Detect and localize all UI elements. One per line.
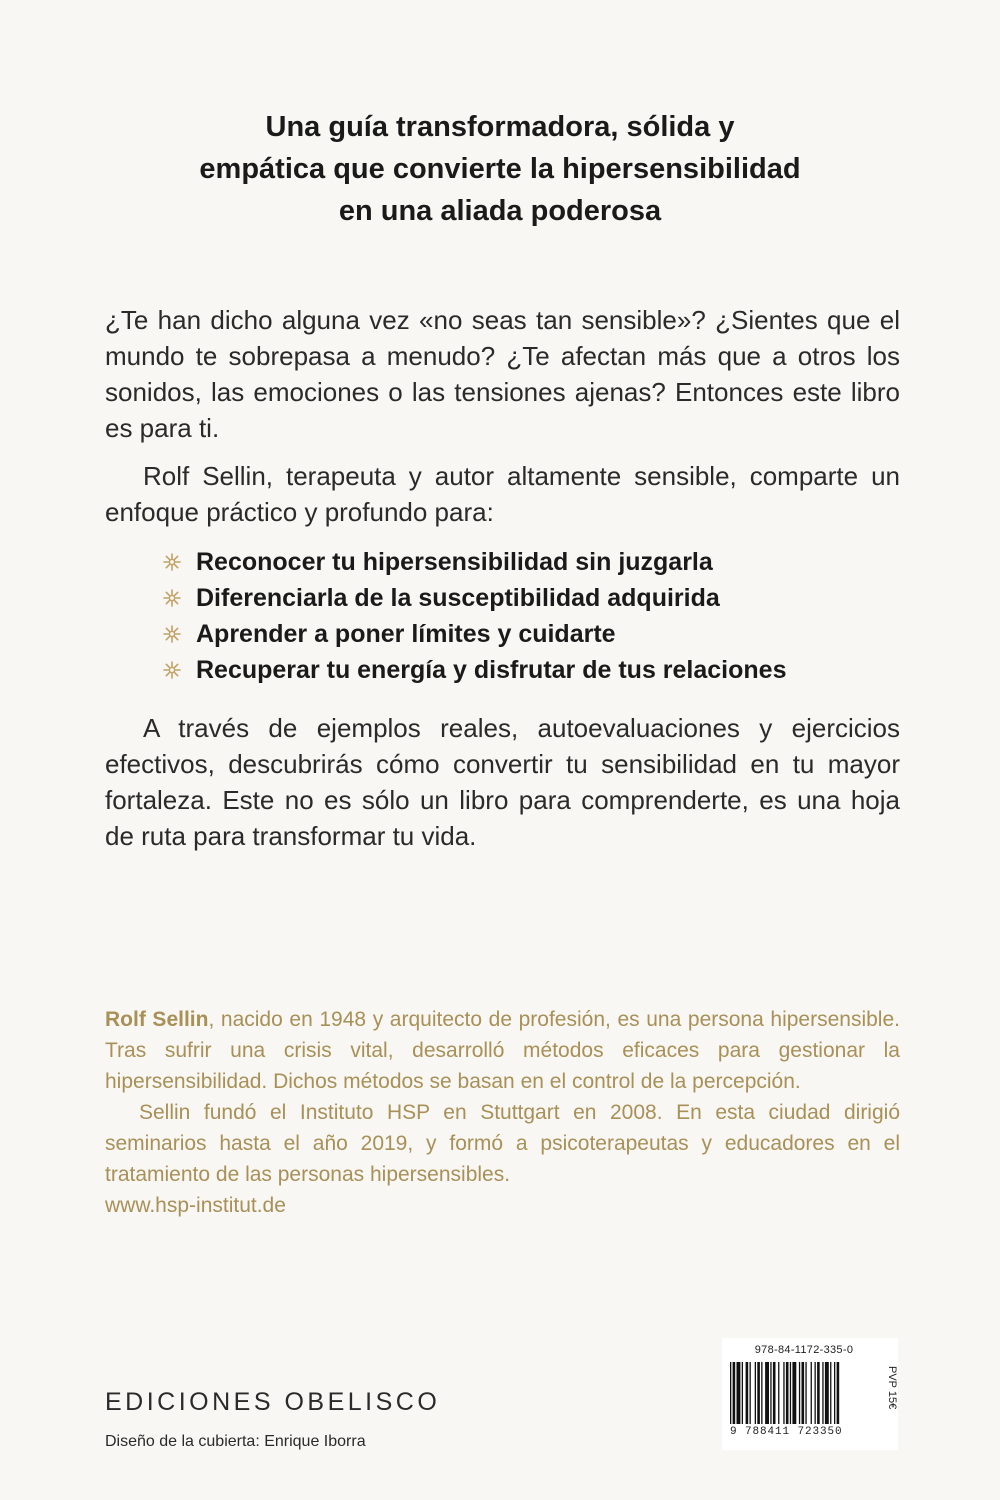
barcode-bar	[817, 1362, 820, 1424]
list-item	[162, 544, 900, 580]
barcode-bar	[799, 1362, 800, 1424]
barcode-bar	[765, 1362, 769, 1424]
barcode-bar	[737, 1362, 741, 1424]
benefit-text: Diferenciarla de la susceptibilidad adquirida	[196, 584, 720, 612]
author-website: www.hsp-institut.de	[105, 1194, 286, 1217]
barcode-bar	[783, 1362, 784, 1424]
isbn-number: 978-84-1172-335-0	[754, 1344, 854, 1356]
barcode-bar	[837, 1362, 840, 1424]
bio-paragraph-1-text: , nacido en 1948 y arquitecto de profesión, es una persona hipersensible. Tras sufrir una crisis vital, desarrolló métodos eficaces para gestionar la hipersensibilidad. Dichos métodos se basan en el control de la percepción.	[105, 1008, 900, 1093]
back-cover-headline	[100, 106, 900, 232]
barcode-bar	[834, 1362, 835, 1424]
barcode-bar	[742, 1362, 743, 1424]
barcode-bar	[750, 1362, 751, 1424]
barcode-bar	[733, 1362, 736, 1424]
publisher-name: EDICIONES OBELISCO	[105, 1388, 441, 1416]
barcode-bar	[790, 1362, 791, 1424]
barcode-bar	[786, 1362, 789, 1424]
barcode-bar	[755, 1362, 756, 1424]
barcode-bar	[730, 1362, 731, 1424]
headline-line-2: empática que convierte la hipersensibilidad	[199, 153, 801, 185]
barcode-bar	[761, 1362, 762, 1424]
barcode-bar	[805, 1362, 806, 1424]
headline-line-1: Una guía transformadora, sólida y	[265, 111, 735, 143]
benefit-text: Aprender a poner límites y cuidarte	[196, 620, 616, 648]
cover-design-credit: Diseño de la cubierta: Enrique Iborra	[105, 1433, 366, 1450]
sparkle-bullet-icon	[162, 588, 182, 608]
barcode-bar	[792, 1362, 796, 1424]
barcode-bar	[778, 1362, 779, 1424]
barcode-bar	[746, 1362, 749, 1424]
description-paragraph-1: ¿Te han dicho alguna vez «no seas tan sensible»? ¿Sientes que el mundo te sobrepasa a menudo? ¿Te afectan más que a otros los sonidos, las emociones o las tensiones ajenas? Entonces este libro es para ti.	[105, 305, 900, 443]
sparkle-bullet-icon	[162, 624, 182, 644]
barcode-bar	[770, 1362, 771, 1424]
price-label: PVP 15€	[886, 1366, 898, 1410]
list-item	[162, 616, 900, 652]
barcode-bar	[802, 1362, 805, 1424]
headline-line-3: en una aliada poderosa	[338, 195, 662, 227]
benefit-text: Reconocer tu hipersensibilidad sin juzgarla	[196, 548, 713, 576]
book-description	[105, 302, 900, 866]
list-item	[162, 580, 900, 616]
barcode-bar	[822, 1362, 823, 1424]
barcode-bar	[811, 1362, 812, 1424]
description-paragraph-3: A través de ejemplos reales, autoevaluaciones y ejercicios efectivos, descubrirás cómo convertir tu sensibilidad en tu mayor fortaleza. Este no es sólo un libro para comprenderte, es una hoja de ruta para transformar tu vida.	[105, 713, 900, 851]
author-bio	[105, 1004, 900, 1221]
benefits-list	[105, 544, 900, 688]
description-paragraph-2: Rolf Sellin, terapeuta y autor altamente sensible, comparte un enfoque práctico y profundo para:	[105, 461, 900, 527]
sparkle-bullet-icon	[162, 552, 182, 572]
bio-paragraph-1	[105, 1004, 900, 1097]
barcode-bar	[773, 1362, 776, 1424]
isbn-barcode	[722, 1338, 898, 1450]
benefit-text: Recuperar tu energía y disfrutar de tus relaciones	[196, 656, 787, 684]
barcode-bars	[730, 1362, 876, 1424]
list-item	[162, 652, 900, 688]
barcode-bar	[757, 1362, 760, 1424]
barcode-bar	[830, 1362, 831, 1424]
bio-paragraph-2: Sellin fundó el Instituto HSP en Stuttgart en 2008. En esta ciudad dirigió seminarios hasta el año 2019, y formó a psicoterapeutas y educadores en el tratamiento de las personas hipersensibles.	[105, 1101, 900, 1186]
barcode-bar	[815, 1362, 816, 1424]
author-name: Rolf Sellin	[105, 1008, 209, 1031]
sparkle-bullet-icon	[162, 660, 182, 680]
barcode-bar	[825, 1362, 829, 1424]
barcode-digits: 9 788411 723350	[730, 1426, 843, 1438]
